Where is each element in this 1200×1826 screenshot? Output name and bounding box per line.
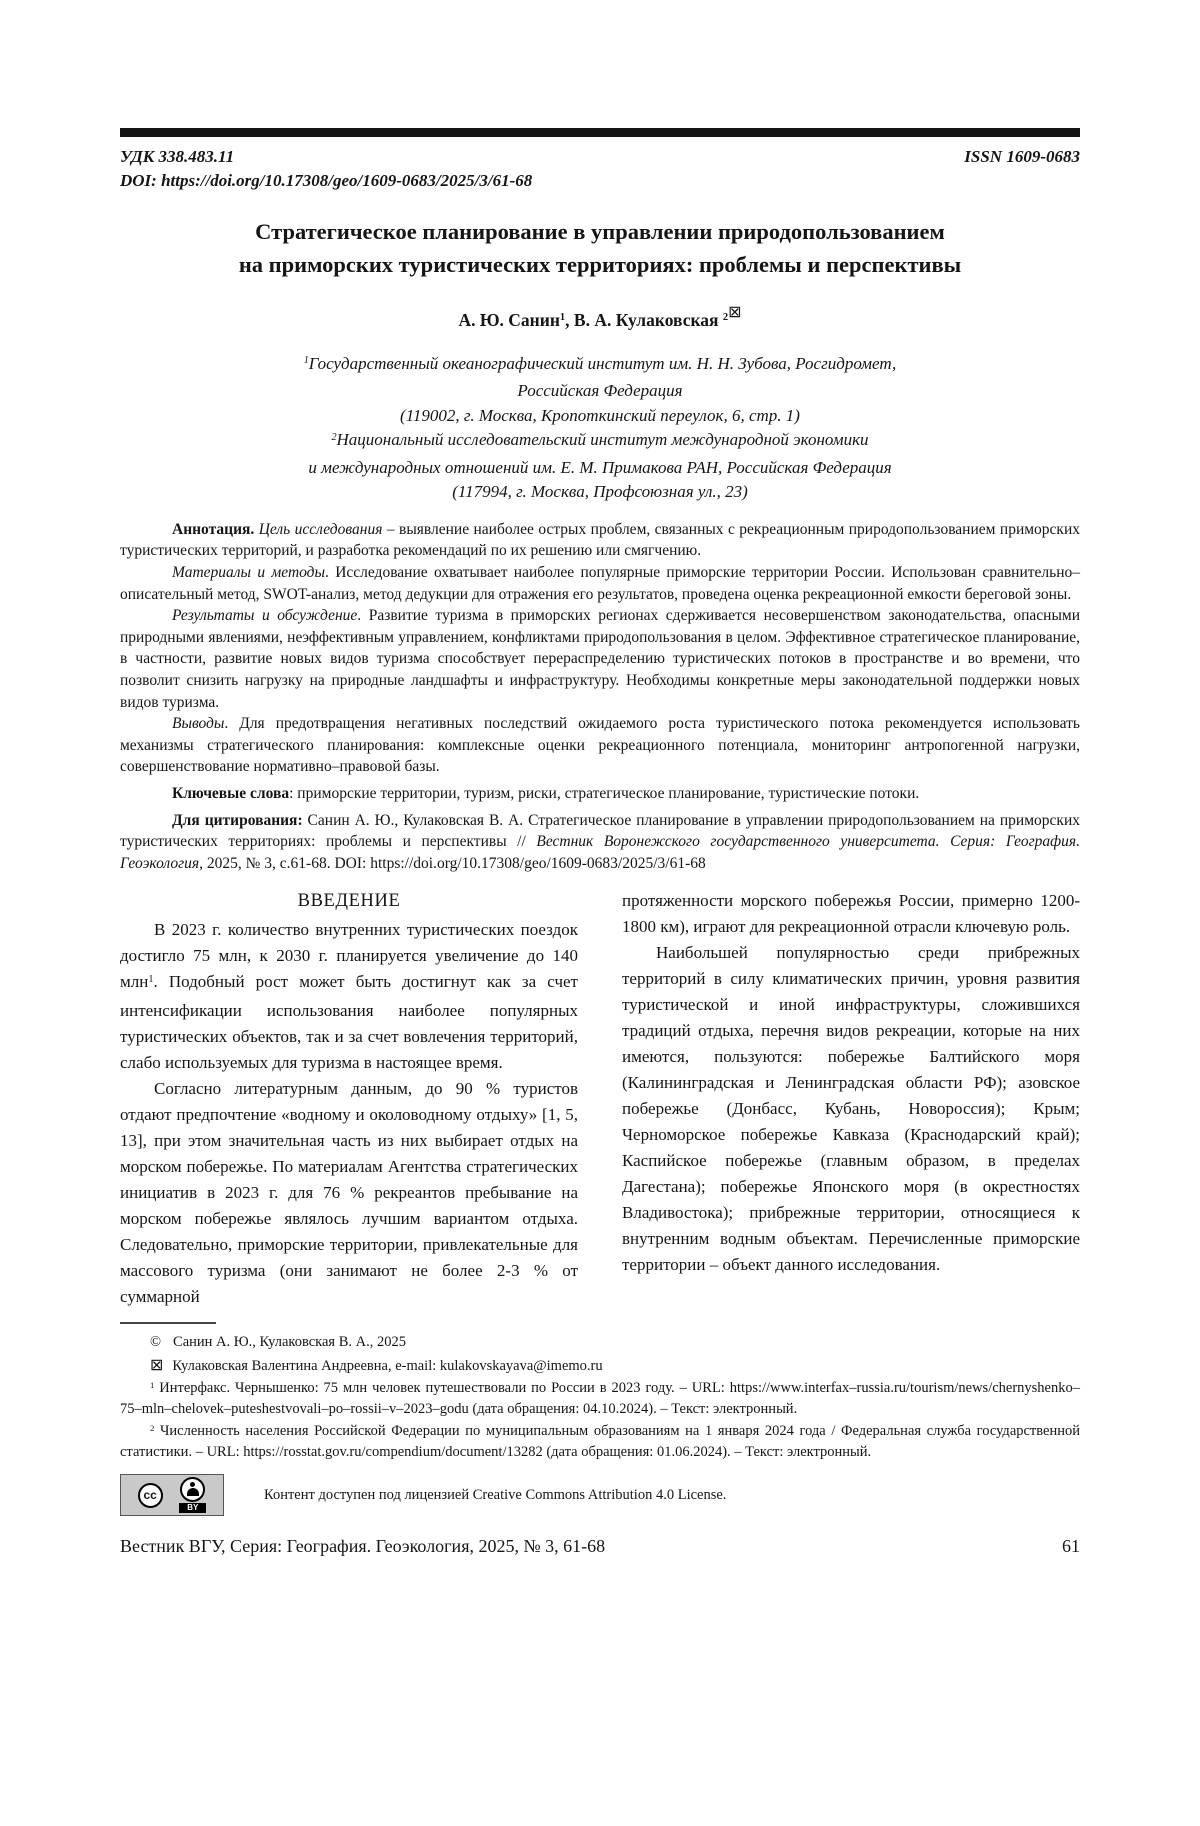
cc-by-badge [120,1474,224,1516]
author-2-affiliation-mark: 2 [722,312,729,324]
affiliation-line: $^1$Государственный океанографический институт им. Н. Н. Зубова, Росгидромет, [303,353,897,373]
page-number: 61 [1062,1536,1080,1557]
affiliation-line: (117994, г. Москва, Профсоюзная ул., 23) [452,482,748,502]
citation-line: Для цитирования: Санин А. Ю., Кулаковская В. А. Стратегическое планирование в управлении природопользованием на приморских туристических территориях: проблемы и перспективы // Вестник Воронежского государственного университета. Серия: География. Геоэкология, 2025, № 3, с.61-68. DOI: https://doi.org/10.17308/geo/1609-0683/2025/3/61-68 [120,811,1080,872]
affiliation-line: Российская Федерация [517,381,683,401]
two-column-body [120,888,1080,1310]
by-label: BY [179,1503,206,1513]
issn-label: ISSN 1609-0683 [964,147,1080,166]
page-footer [120,1536,1080,1557]
body-paragraph: протяженности морского побережья России, примерно 1200-1800 км), играют для рекреационной отрасли ключевую роль. [622,891,1080,937]
envelope-icon: ⊠ [728,304,742,321]
abstract-paragraph-methods: Материалы и методы. Исследование охватывает наиболее популярные приморские территории России. Использован сравнительно–описательный метод, SWOT-анализ, метод дедукции для отражения его результатов, проведена оценка рекреационной емкости береговой зоны. [120,564,1080,603]
authors-line [120,303,1080,336]
top-rule [120,128,1080,137]
article-title [120,215,1080,281]
journal-footer: Вестник ВГУ, Серия: География. Геоэкология, 2025, № 3, 61-68 [120,1536,606,1557]
author-2: В. А. Кулаковская [573,309,723,330]
license-row [120,1474,1080,1516]
affiliation-line: $^2$Национальный исследовательский институт международной экономики [331,430,869,450]
abstract-block [120,519,1080,875]
license-text: Контент доступен под лицензией Creative Commons Attribution 4.0 License. [264,1486,727,1503]
header-meta [120,145,1080,193]
body-paragraph: В 2023 г. количество внутренних туристических поездок достигло 75 млн, к 2030 г. планируется увеличение до 140 млн$^1$. Подобный рост может быть достигнут как за счет интенсификации использования наиболее популярных туристических объектов, так и за счет вовлечения территорий, слабо используемых для туризма в настоящее время. [120,920,578,1073]
left-column [120,888,578,1310]
abstract-paragraph-results: Результаты и обсуждение. Развитие туризма в приморских регионах сдерживается несовершенством законодательства, опасными природными явлениями, неэффективным управлением, конфликтами природопользования в целом. Эффективное стратегическое планирование, в частности, развитие новых видов туризма способствует перераспределению туристических потоков в пространстве и во времени, что позволит снизить нагрузку на природные ландшафты и инфраструктуру. Необходимы конкретные меры законодательной поддержки новых видов туризма. [120,607,1080,711]
corresponding-author-line: ⊠ Кулаковская Валентина Андреевна, e-mail: kulakovskayava@imemo.ru [150,1356,603,1374]
author-1: А. Ю. Санин [458,309,560,330]
body-paragraph: Наибольшей популярностью среди прибрежных территорий в силу климатических причин, уровня развития туристической и иной инфраструктуры, сложившихся традиций отдыха, перечня видов рекреации, которые на них имеются, пользуются: побережье Балтийского моря (Калининградская и Ленинградская области РФ); азовское побережье (Донбасс, Кубань, Новороссия); Крым; Черноморское побережье Кавказа (Краснодарский край); Каспийское побережье (главным образом, в пределах Дагестана); побережье Японского моря (в окрестностях Владивостока); прибрежные территории, относящиеся к внутренним водным объектам. Перечисленные приморские территории – объект данного исследования. [622,943,1080,1275]
keywords-line: Ключевые слова: приморские территории, туризм, риски, стратегическое планирование, туристические потоки. [172,784,920,802]
affiliation-line: и международных отношений им. Е. М. Примакова РАН, Российская Федерация [308,457,892,477]
author-1-affiliation-mark: 1 [559,312,566,324]
right-column [622,888,1080,1310]
title-line-1: Стратегическое планирование в управлении природопользованием [255,219,945,244]
doi-label: DOI: https://doi.org/10.17308/geo/1609-0683/2025/3/61-68 [120,171,533,190]
envelope-icon: ⊠ [150,1356,164,1374]
cc-icon: cc [138,1483,163,1508]
udk-label: УДК 338.483.11 [120,147,235,166]
copyright-icon: © [150,1334,162,1351]
affiliation-line: (119002, г. Москва, Кропоткинский переулок, 6, стр. 1) [400,405,800,425]
title-line-2: на приморских туристических территориях: проблемы и перспективы [238,252,962,277]
section-heading-introduction: ВВЕДЕНИЕ [297,891,401,912]
article-page [0,128,1200,1826]
person-icon [180,1477,205,1502]
footnote-1: $^1$ Интерфакс. Чернышенко: 75 млн человек путешествовали по России в 2023 году. – URL: https://www.interfax–russia.ru/tourism/news/chernyshenko–75–mln–chelovek–puteshestvovali–po–rossii–v–2023–godu (дата обращения: 04.10.2024). – Текст: электронный. [120,1379,1080,1417]
affiliations-block [120,352,1080,505]
abstract-paragraph-conclusions: Выводы. Для предотвращения негативных последствий ожидаемого роста туристического потока рекомендуется использовать механизмы стратегического планирования: комплексные оценки рекреационного потенциала, мониторинг антропогенной нагрузки, совершенствование нормативно–правовой базы. [120,715,1080,776]
body-paragraph: Согласно литературным данным, до 90 % туристов отдают предпочтение «водному и околоводному отдыху» [1, 5, 13], при этом значительная часть из них выбирает отдых на морском побережье. По материалам Агентства стратегических инициатив в 2023 г. для 76 % рекреантов пребывание на морском побережье являлось лучшим вариантом отдыха. Следовательно, приморские территории, привлекательные для массового туризма (они занимают не более 2-3 % от суммарной [120,1079,578,1307]
authors-separator: , [565,309,574,330]
footnote-ref-1: 1 [148,973,154,985]
footnotes-block [120,1333,1080,1462]
abstract-paragraph-goal: Аннотация. Цель исследования – выявление наиболее острых проблем, связанных с рекреационным природопользованием приморских туристических территорий, и разработка рекомендаций по их решению или смягчению. [120,520,1080,560]
copyright-line: © Санин А. Ю., Кулаковская В. А., 2025 [150,1334,406,1351]
footnote-rule [120,1322,216,1324]
footnote-2: $^2$ Численность населения Российской Федерации по муниципальным образованиям на 1 января 2024 года / Федеральная служба государственной статистики. – URL: https://rosstat.gov.ru/compendium/document/13282 (дата обращения: 01.06.2024). – Текст: электронный. [120,1422,1080,1460]
